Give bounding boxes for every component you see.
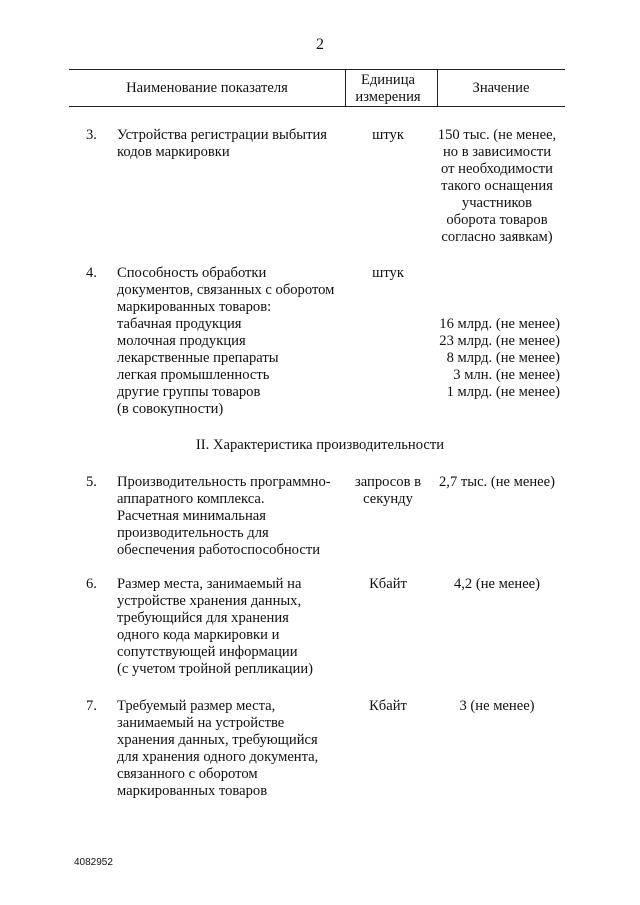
row-name-line: устройстве хранения данных, (117, 593, 302, 609)
column-header-value: Значение (472, 80, 530, 96)
column-header-unit-line: измерения (355, 89, 421, 105)
row-name-line: (с учетом тройной репликации) (117, 661, 314, 677)
row-name-line: (в совокупности) (117, 401, 224, 417)
row-number: 7. (86, 698, 97, 714)
row-value-line: 150 тыс. (не менее, (437, 127, 557, 143)
row-name-line: молочная продукция (117, 333, 246, 349)
row-value-line: участников (461, 195, 533, 211)
row-unit: штук (372, 127, 404, 143)
row-name (117, 127, 357, 161)
row-name (117, 474, 357, 559)
row-name-line: для хранения одного документа, (117, 749, 319, 765)
row-name-line: маркированных товаров: (117, 299, 272, 315)
row-value-line: 8 млрд. (не менее) (446, 350, 560, 366)
row-name-line: маркированных товаров (117, 783, 268, 799)
row-name-line: Требуемый размер места, (117, 698, 276, 714)
row-name-line: Расчетная минимальная (117, 508, 266, 524)
row-value-line: но в зависимости (442, 144, 552, 160)
row-name (117, 265, 357, 418)
row-value (430, 127, 564, 246)
row-name-line: Способность обработки (117, 265, 267, 281)
row-value-line: 1 млрд. (не менее) (446, 384, 560, 400)
row-value-line: 16 млрд. (не менее) (439, 316, 560, 332)
row-name-line: обеспечения работоспособности (117, 542, 321, 558)
column-header-unit-line: Единица (360, 72, 416, 88)
row-value-line: 3 млн. (не менее) (453, 367, 560, 383)
row-name-line: сопутствующей информации (117, 644, 298, 660)
row-name-line: Размер места, занимаемый на (117, 576, 302, 592)
row-name-line: одного кода маркировки и (117, 627, 280, 643)
row-name-line: Производительность программно- (117, 474, 331, 490)
row-value: 2,7 тыс. (не менее) (439, 474, 555, 490)
row-unit: Кбайт (369, 576, 407, 592)
section-title: II. Характеристика производительности (195, 437, 445, 453)
row-name-line: требующийся для хранения (117, 610, 289, 626)
row-value-line: 23 млрд. (не менее) (439, 333, 560, 349)
row-unit: штук (372, 265, 404, 281)
row-name (117, 576, 357, 678)
row-unit-line: секунду (363, 491, 413, 507)
row-name-line: другие группы товаров (117, 384, 261, 400)
row-name-line: табачная продукция (117, 316, 242, 332)
row-value (400, 316, 560, 401)
row-number: 6. (86, 576, 97, 592)
column-header-name: Наименование показателя (126, 80, 288, 96)
row-name-line: хранения данных, требующийся (117, 732, 318, 748)
row-value: 4,2 (не менее) (453, 576, 541, 592)
column-header-unit (346, 72, 430, 106)
row-value: 3 (не менее) (459, 698, 535, 714)
row-name-line: Устройства регистрации выбытия (117, 127, 327, 143)
row-number: 5. (86, 474, 97, 490)
row-number: 3. (86, 127, 97, 143)
document-id: 4082952 (74, 857, 113, 868)
row-name-line: связанного с оборотом (117, 766, 258, 782)
row-value-line: согласно заявкам) (441, 229, 553, 245)
row-value-line: оборота товаров (446, 212, 548, 228)
row-name-line: документов, связанных с оборотом (117, 282, 335, 298)
row-name-line: занимаемый на устройстве (117, 715, 285, 731)
row-unit: Кбайт (369, 698, 407, 714)
row-name-line: аппаратного комплекса. (117, 491, 265, 507)
row-name-line: лекарственные препараты (117, 350, 279, 366)
page-number: 2 (316, 36, 324, 53)
row-name-line: кодов маркировки (117, 144, 230, 160)
header-bottom-rule (69, 106, 565, 107)
row-value-line: от необходимости (441, 161, 553, 177)
header-top-rule (69, 69, 565, 70)
row-unit-line: запросов в (354, 474, 422, 490)
row-value-line: такого оснащения (441, 178, 553, 194)
row-number: 4. (86, 265, 97, 281)
row-name-line: легкая промышленность (117, 367, 270, 383)
row-name-line: производительность для (117, 525, 269, 541)
row-name (117, 698, 357, 800)
row-unit (346, 474, 430, 508)
